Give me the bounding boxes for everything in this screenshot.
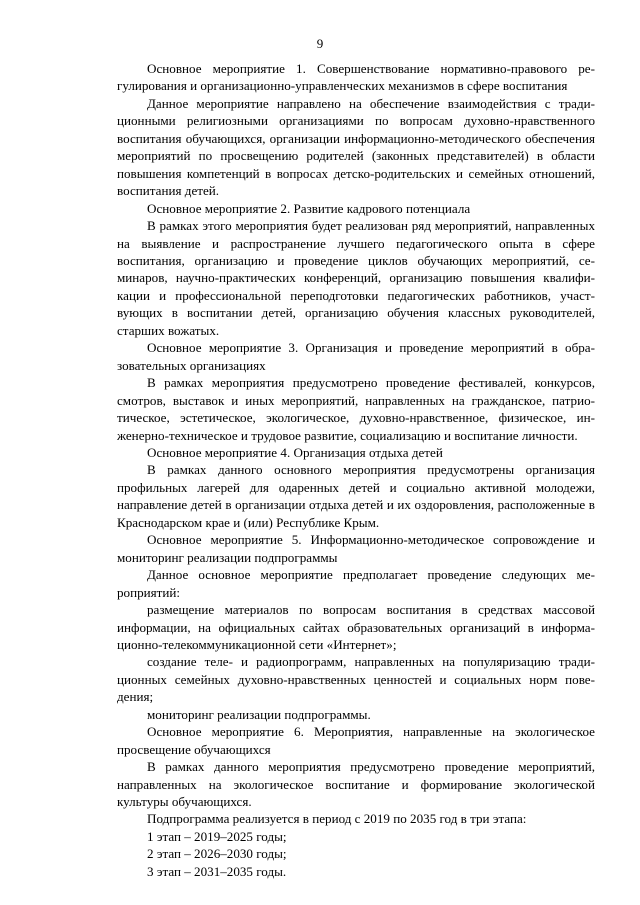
paragraph-activity-5-item-media: размещение материалов по вопросам воспитания в средствах массовой информации, на официальных сайтах образовательных организаций в информационно-телекоммуникационной сети «Интернет»;	[117, 602, 595, 652]
paragraph-stage-3: 3 этап – 2031–2035 годы.	[147, 863, 287, 879]
paragraph-activity-3-description: В рамках мероприятия предусмотрено проведение фестивалей, конкурсов, смотров, выставок и иных мероприятий, направленных на гражданское, патриотическое, эстетическое, экологическое, духовно-нравственное, физическое, инженерно-техническое и трудовое развитие, социализацию и воспитание личности.	[117, 375, 595, 443]
paragraph-activity-1-heading: Основное мероприятие 1. Совершенствование нормативно-правового регулирования и организационно-управленческих механизмов в сфере воспитания	[117, 61, 595, 94]
paragraph-activity-5-item-monitoring: мониторинг реализации подпрограммы.	[147, 706, 371, 722]
paragraph-activity-6-heading: Основное мероприятие 6. Мероприятия, направленные на экологическое просвещение обучающихся	[117, 724, 595, 757]
paragraph-activity-2-heading: Основное мероприятие 2. Развитие кадрового потенциала	[147, 200, 471, 216]
paragraph-activity-1-description: Данное мероприятие направлено на обеспечение взаимодействия с традиционными религиозными организациями по вопросам духовно-нравственного воспитания обучающихся, организации информационно-методического обеспечения мероприятий по просвещению родителей (законных представителей) в области повышения компетенций в вопросах детско-родительских и семейных отношений, воспитания детей.	[117, 95, 595, 199]
paragraph-activity-5-item-programs: создание теле- и радиопрограмм, направленных на популяризацию традиционных семейных духовно-нравственных ценностей и социальных норм поведения;	[117, 654, 595, 705]
paragraph-stage-1: 1 этап – 2019–2025 годы;	[147, 828, 287, 844]
paragraph-activity-4-heading: Основное мероприятие 4. Организация отдыха детей	[147, 444, 443, 460]
paragraph-activity-6-description: В рамках данного мероприятия предусмотрено проведение мероприятий, направленных на экологическое воспитание и формирование экологической культуры обучающихся.	[117, 759, 595, 810]
document-body	[117, 60, 595, 880]
paragraph-activity-5-heading: Основное мероприятие 5. Информационно-методическое сопровождение и мониторинг реализации подпрограммы	[117, 532, 595, 565]
paragraph-activity-2-description: В рамках этого мероприятия будет реализован ряд мероприятий, направленных на выявление и распространение лучшего педагогического опыта в сфере воспитания, организацию и проведение циклов обучающих мероприятий, семинаров, научно-практических конференций, организацию повышения квалификации и профессиональной переподготовки педагогических работников, участвующих в воспитании детей, организацию обучения классных руководителей, старших вожатых.	[117, 218, 595, 338]
paragraph-activity-3-heading: Основное мероприятие 3. Организация и проведение мероприятий в образовательных организациях	[117, 340, 595, 373]
page-number: 9	[316, 36, 324, 51]
paragraph-stages-intro: Подпрограмма реализуется в период с 2019 по 2035 год в три этапа:	[147, 811, 527, 827]
paragraph-stage-2: 2 этап – 2026–2030 годы;	[147, 846, 287, 862]
paragraph-activity-5-intro: Данное основное мероприятие предполагает проведение следующих мероприятий:	[117, 567, 595, 600]
paragraph-activity-4-description: В рамках данного основного мероприятия предусмотрены организация профильных лагерей для одаренных детей и социально активной молодежи, направление детей в организации отдыха детей и их оздоровления, расположенные в Краснодарском крае и (или) Республике Крым.	[117, 462, 595, 530]
